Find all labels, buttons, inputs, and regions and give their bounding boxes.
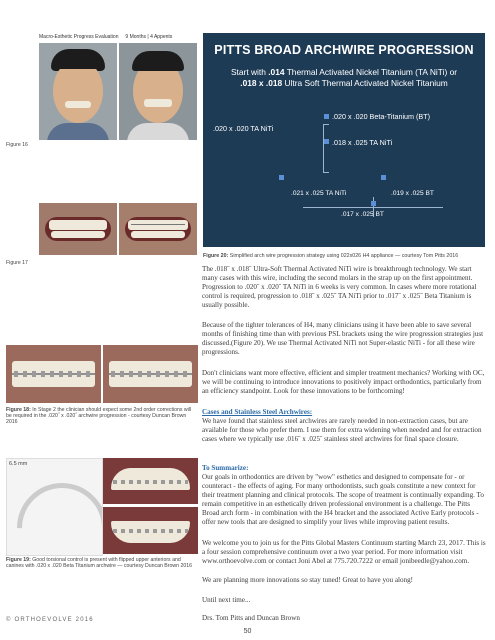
wire-018x025-ta-niti: .018 x .025 TA NiTi (332, 138, 393, 147)
heading-stainless-steel: Cases and Stainless Steel Archwires: (202, 408, 313, 416)
heading-summary: To Summarize: (202, 464, 249, 472)
paragraph-ultra-soft-wire: The .018˝ x .018˝ Ultra-Soft Thermal Activated NiTi wire is breakthrough technology. We start many cases with this wire, including the second molars in the strap up on the first appointment. Progression to .020˝ x .020˝ TA NiTi in 6 weeks is very common. In cases where more rotational control is required, progression to .018˝ x .025˝ TA NiTi prior to .017˝ x .025˝ Beta Titanium is usually possible. (202, 265, 477, 309)
measure-label: 6.5 mm (9, 461, 28, 467)
wire-dot-019x025 (381, 175, 386, 180)
archwire-progression-panel (203, 33, 485, 247)
braces-photo-stage2 (103, 345, 198, 403)
wire-dot-bt (324, 114, 329, 119)
braces-photo-stage1 (6, 345, 101, 403)
wire-dot-021x025 (279, 175, 284, 180)
wire-019x025-bt: .019 x .025 BT (391, 190, 434, 197)
figure-16-label: Figure 16 (6, 142, 28, 148)
figure-18-caption: Figure 18: In Stage 2 the clinician should expect some 2nd order corrections will be required in the .020˝ x .020˝ archwire progression - courtesy Duncan Brown 2016 (6, 407, 192, 426)
paragraph-masters-continuum: We welcome you to join us for the Pitts Global Masters Continuum starting March 23, 2017. This is a four session comprehensive continuum over a two year period. For more information visit www.orthoevolve.com or contact Joni Abel at 775.720.7222 or email jonibeedle@yahoo.com. (202, 539, 486, 565)
signature-line: Drs. Tom Pitts and Duncan Brown (202, 614, 300, 622)
page-number: 50 (243, 628, 252, 635)
paragraph-until-next: Until next time... (202, 596, 251, 604)
arch-diagram (6, 458, 103, 556)
smile-photo-after (119, 203, 197, 255)
upper-arch-photo (103, 458, 198, 504)
lower-arch-photo (103, 507, 198, 554)
paragraph-tighter-tolerances: Because of the tighter tolerances of H4, many clinicians using it have been able to save several months of finishing time than with previous PSL brackets using the wire progression strategies just discussed.(Figure 20). We use Thermal Activated NiTi not Super-elastic NiTi - for all these wire progressions. (202, 321, 484, 356)
smile-photo-before (39, 203, 117, 255)
wire-dot-017x025 (371, 201, 376, 206)
face-photo-before (39, 43, 117, 140)
wire-021x025-ta-niti: .021 x .025 TA NiTi (291, 190, 347, 197)
wire-017x025-bt: .017 x .025 BT (341, 211, 384, 218)
wire-020x020-bt: .020 x .020 Beta-Titanium (BT) (332, 112, 431, 121)
wire-dot-018x025 (324, 139, 329, 144)
paragraph-effective-mechanics: Don't clinicians want more effective, efficient and simpler treatment mechanics? Working with OC, we will be continuing to introduce innovations to positively impact orthodontics, particularly from an efficiency standpoint. Look for these innovations to be forthcoming! (202, 369, 485, 395)
face-photo-after (119, 43, 197, 140)
figure-19-caption: Figure 19: Good torsional control is present with flipped upper anteriors and canines with .020 x .020 Beta Titanium archwire — courtesy Duncan Brown 2016 (6, 557, 192, 570)
page-header: Macro-Esthetic Progress Evaluation 9 Months | 4 Appents (39, 34, 173, 40)
paragraph-stay-tuned: We are planning more innovations so stay tuned! Great to have you along! (202, 576, 414, 584)
progression-line-1: Start with .014 Thermal Activated Nickel Titanium (TA NiTi) or (230, 67, 458, 77)
progression-title: PITTS BROAD ARCHWIRE PROGRESSION (214, 43, 474, 57)
paragraph-stainless-steel: We have found that stainless steel archwires are rarely needed in non-extraction cases, but are available for those who prefer them. I use them for extra widening when needed and for extraction cases where we typically use .016˝ x .025˝ stainless steel archwires for final space closure. (202, 417, 482, 443)
figure-20-caption: Figure 20: Simplified arch wire progression strategy using 022x026 H4 appliance — courtesy Tom Pitts 2016 (203, 253, 459, 259)
figure-17-label: Figure 17 (6, 260, 28, 266)
wire-020x020-ta-niti: .020 x .020 TA NiTi (213, 124, 274, 133)
copyright: © ORTHOEVOLVE 2016 (6, 617, 94, 623)
progression-line-2: .018 x .018 Ultra Soft Thermal Activated Nickel Titanium (240, 78, 448, 88)
paragraph-summary: Our goals in orthodontics are driven by "wow" esthetics and designed to compensate for - or counteract - the effects of aging. For many orthodontists, such goals constitute a new context for their treatment planning and clinical protocols. The scope of treatment is continually expanding. To remain competitive in an esthetically driven professional environment is a challenge. The Pitts Broad arch form - in combination with the H4 bracket and the associated Active Early protocols - offer new tools that are designed to simplify your lives while improving patient results. (202, 473, 484, 526)
